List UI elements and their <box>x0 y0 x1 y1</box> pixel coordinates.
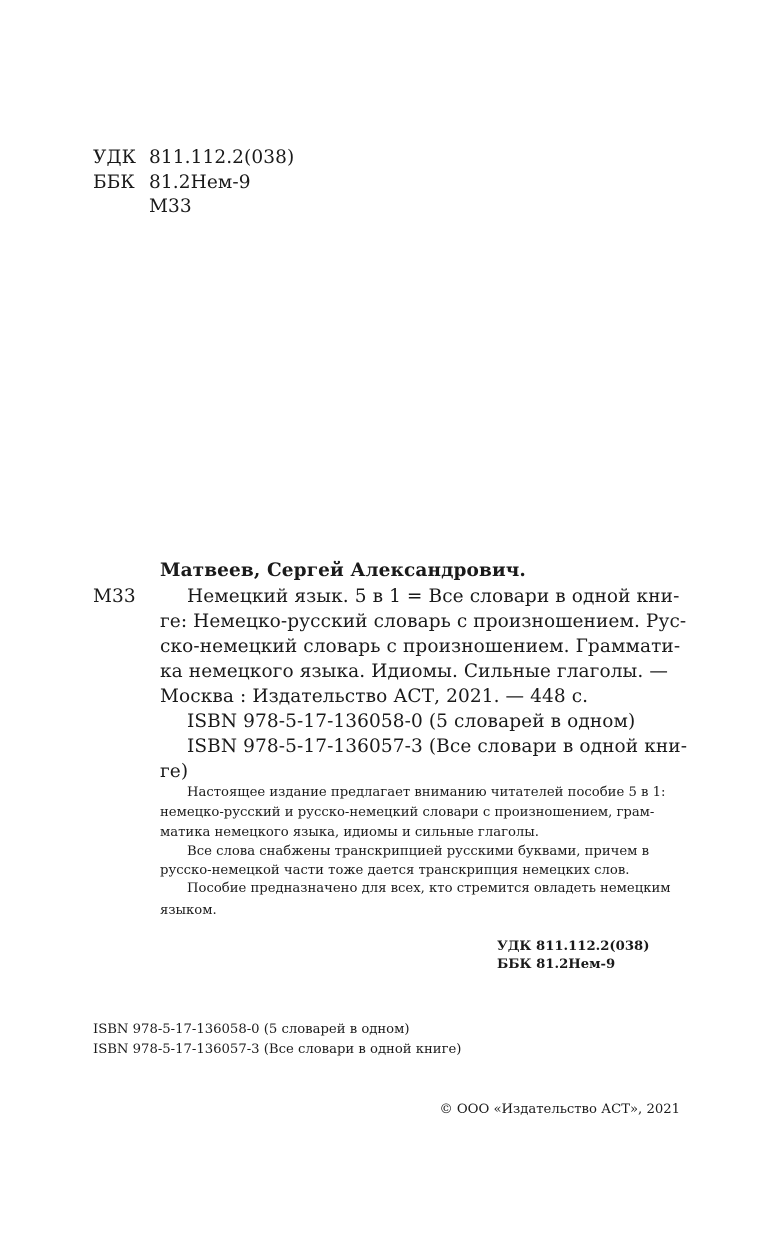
description-line: ско-немецкий словарь с произношением. Граммати- <box>160 636 681 657</box>
isbn-line: ISBN 978-5-17-136057-3 (Все словари в одной книге) <box>93 1042 462 1057</box>
annotation-line: матика немецкого языка, идиомы и сильные глаголы. <box>160 825 539 840</box>
isbn-line: ге) <box>160 761 189 782</box>
annotation-line: Настоящее издание предлагает вниманию читателей пособие 5 в 1: <box>187 785 666 800</box>
author-heading: Матвеев, Сергей Александрович. <box>160 560 526 581</box>
description-line: ге: Немецко-русский словарь с произношением. Рус- <box>160 611 687 632</box>
udk-value: 811.112.2(038) <box>149 147 295 168</box>
description-line: ка немецкого языка. Идиомы. Сильные глаголы. — <box>160 661 668 682</box>
annotation-line: языком. <box>160 903 217 918</box>
copyright: © ООО «Издательство АСТ», 2021 <box>439 1102 680 1117</box>
description-line: Москва : Издательство АСТ, 2021. — 448 с. <box>160 686 589 707</box>
bbk-label: ББК <box>93 172 135 193</box>
isbn-line: ISBN 978-5-17-136058-0 (5 словарей в одном) <box>93 1022 410 1037</box>
annotation-line: Пособие предназначено для всех, кто стремится овладеть немецким <box>187 881 671 896</box>
description-line: Немецкий язык. 5 в 1 = Все словари в одной кни- <box>187 586 680 607</box>
bbk-footer: ББК 81.2Нем-9 <box>497 957 616 972</box>
bbk-value: 81.2Нем-9 <box>149 172 251 193</box>
udk-label: УДК <box>93 147 137 168</box>
isbn-line: ISBN 978-5-17-136057-3 (Все словари в одной кни- <box>187 736 688 757</box>
annotation-line: русско-немецкой части тоже дается транскрипция немецких слов. <box>160 863 630 878</box>
udk-footer: УДК 811.112.2(038) <box>497 939 650 954</box>
isbn-line: ISBN 978-5-17-136058-0 (5 словарей в одном) <box>187 711 636 732</box>
author-mark-side: М33 <box>93 586 136 607</box>
annotation-line: Все слова снабжены транскрипцией русскими буквами, причем в <box>187 844 650 859</box>
annotation-line: немецко-русский и русско-немецкий словари с произношением, грам- <box>160 805 655 820</box>
author-mark: М33 <box>149 196 192 217</box>
